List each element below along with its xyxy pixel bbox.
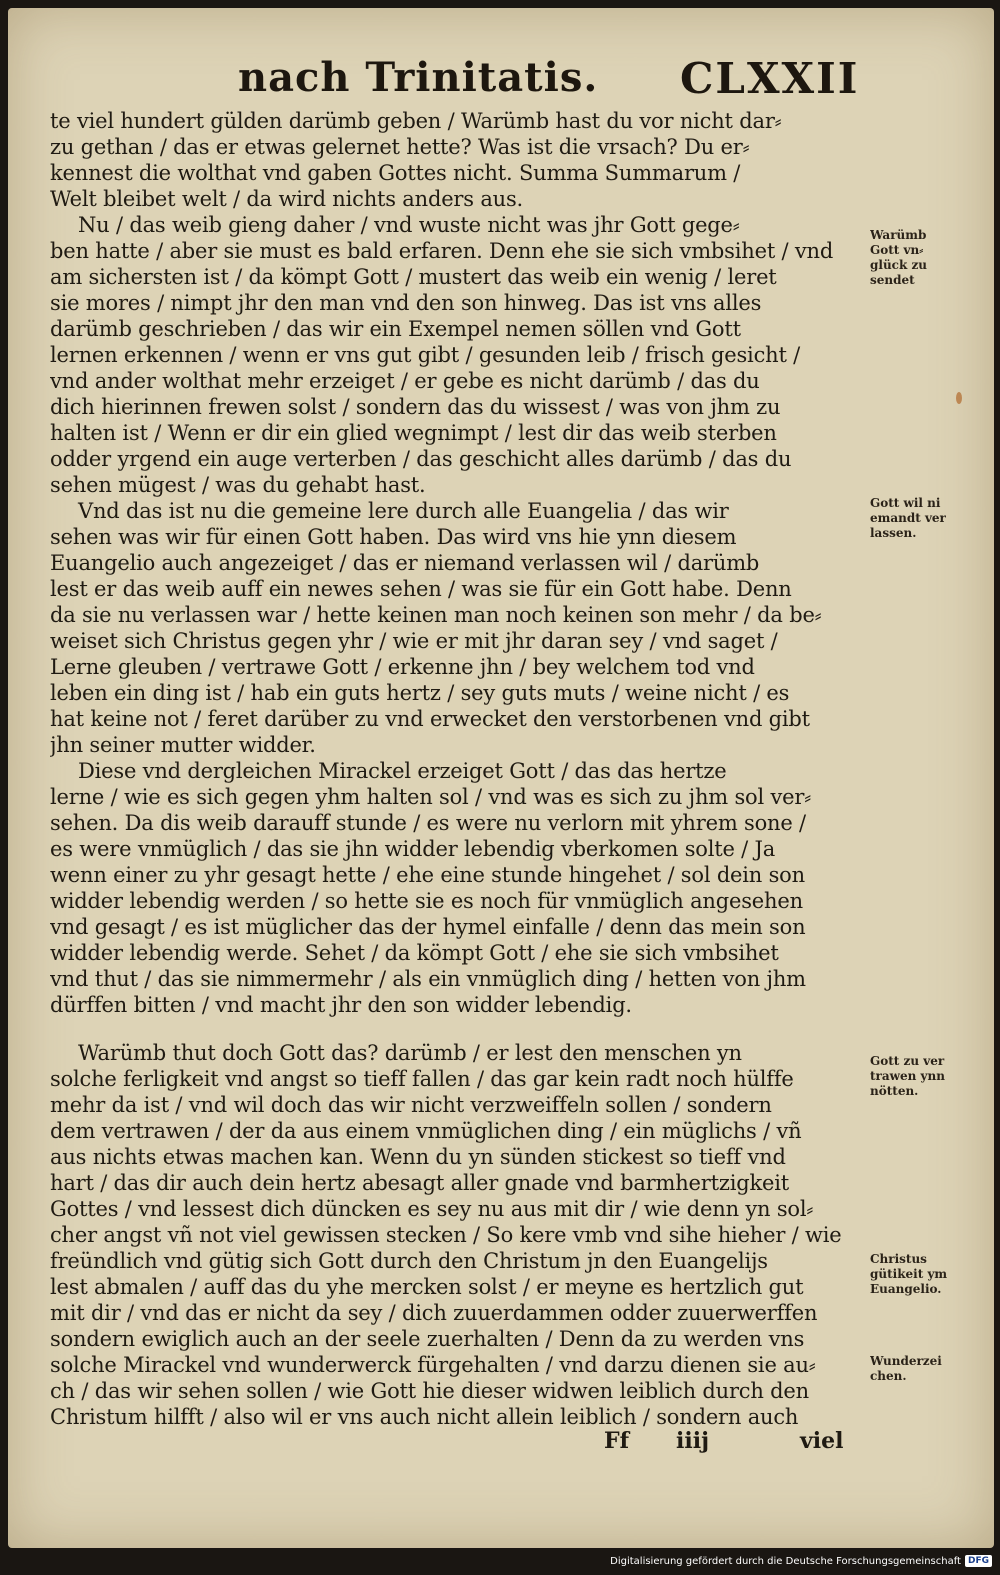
margin-note-line: Wunderzei <box>870 1354 942 1368</box>
margin-note-line: Euangelio. <box>870 1282 942 1296</box>
margin-note <box>870 1252 980 1297</box>
text-line: vnd ander wolthat mehr erzeiget / er gebe es nicht darümb / das du <box>50 369 760 393</box>
text-line: te viel hundert gülden darümb geben / Warümb hast du vor nicht dar⸗ <box>50 109 782 133</box>
main-text-block <box>50 108 866 1430</box>
text-line: leben ein ding ist / hab ein guts hertz / sey guts muts / weine nicht / es <box>50 681 790 705</box>
text-line: Gottes / vnd lessest dich düncken es sey nu aus mit dir / wie denn yn sol⸗ <box>50 1197 814 1221</box>
text-line: es were vnmüglich / das sie jhn widder lebendig vberkomen solte / Ja <box>50 837 776 861</box>
text-line: Warümb thut doch Gott das? darümb / er lest den menschen yn <box>78 1041 742 1065</box>
text-line: kennest die wolthat vnd gaben Gottes nicht. Summa Summarum / <box>50 161 741 185</box>
text-line: sie mores / nimpt jhr den man vnd den son hinweg. Das ist vns alles <box>50 291 762 315</box>
text-line: Nu / das weib gieng daher / vnd wuste nicht was jhr Gott gege⸗ <box>78 213 740 237</box>
text-line: Lerne gleuben / vertrawe Gott / erkenne jhn / bey welchem tod vnd <box>50 655 755 679</box>
text-line: Welt bleibet welt / da wird nichts anders aus. <box>50 187 524 211</box>
margin-note <box>870 1354 980 1384</box>
text-line: sehen. Da dis weib darauff stunde / es were nu verlorn mit yhrem sone / <box>50 811 806 835</box>
text-line: wenn einer zu yhr gesagt hette / ehe eine stunde hingehet / sol dein son <box>50 863 805 887</box>
text-line: dem vertrawen / der da aus einem vnmüglichen ding / ein müglichs / vñ <box>50 1119 802 1143</box>
margin-note-line: chen. <box>870 1369 907 1383</box>
margin-note-line: Christus <box>870 1252 927 1266</box>
text-line: lerne / wie es sich gegen yhm halten sol / vnd was es sich zu jhm sol ver⸗ <box>50 785 812 809</box>
margin-note-line: lassen. <box>870 526 917 540</box>
text-line: Christum hilfft / also wil er vns auch nicht allein leiblich / sondern auch <box>50 1405 799 1429</box>
text-line: hart / das dir auch dein hertz abesagt aller gnade vnd barmhertzigkeit <box>50 1171 789 1195</box>
margin-note-line: Gott zu ver <box>870 1054 945 1068</box>
margin-note-line: glück zu <box>870 258 928 272</box>
book-page <box>8 8 994 1548</box>
margin-note-line: Gott wil ni <box>870 496 941 510</box>
margin-note-line: sendet <box>870 273 915 287</box>
page-header <box>8 54 994 104</box>
text-line: Euangelio auch angezeiget / das er niemand verlassen wil / darümb <box>50 551 760 575</box>
margin-note <box>870 496 980 541</box>
text-line: mit dir / vnd das er nicht da sey / dich zuuerdammen odder zuuerwerffen <box>50 1301 818 1325</box>
running-title: nach Trinitatis. <box>238 54 599 101</box>
margin-note-line: emandt ver <box>870 511 946 525</box>
text-line: da sie nu verlassen war / hette keinen man noch keinen son mehr / da be⸗ <box>50 603 822 627</box>
text-line: solche ferligkeit vnd angst so tieff fallen / das gar kein radt noch hülffe <box>50 1067 794 1091</box>
text-line: dich hierinnen frewen solst / sondern das du wissest / was von jhm zu <box>50 395 781 419</box>
text-line: sondern ewiglich auch an der seele zuerhalten / Denn da zu werden vns <box>50 1327 805 1351</box>
text-line: lest abmalen / auff das du yhe mercken solst / er meyne es hertzlich gut <box>50 1275 804 1299</box>
folio-number: CLXXII <box>680 54 860 103</box>
text-line: odder yrgend ein auge verterben / das geschicht alles darümb / das du <box>50 447 792 471</box>
margin-note <box>870 1054 980 1099</box>
text-line: mehr da ist / vnd wil doch das wir nicht verzweiffeln sollen / sondern <box>50 1093 772 1117</box>
text-line: aus nichts etwas machen kan. Wenn du yn sünden stickest so tieff vnd <box>50 1145 786 1169</box>
dfg-logo-icon: DFG <box>965 1555 992 1567</box>
text-line: cher angst vñ not viel gewissen stecken / So kere vmb vnd sihe hieher / wie <box>50 1223 842 1247</box>
text-line: dürffen bitten / vnd macht jhr den son widder lebendig. <box>50 993 632 1017</box>
text-line: freündlich vnd gütig sich Gott durch den Christum jn den Euangelijs <box>50 1249 768 1273</box>
text-line: Vnd das ist nu die gemeine lere durch alle Euangelia / das wir <box>78 499 729 523</box>
signature-number: iiij <box>676 1428 710 1454</box>
ink-stain <box>956 392 962 404</box>
margin-note-line: Warümb <box>870 228 927 242</box>
text-line: halten ist / Wenn er dir ein glied wegnimpt / lest dir das weib sterben <box>50 421 777 445</box>
margin-note-line: gütikeit ym <box>870 1267 948 1281</box>
text-line: sehen mügest / was du gehabt hast. <box>50 473 426 497</box>
funding-text: Digitalisierung gefördert durch die Deutsche Forschungsgemeinschaft <box>610 1555 961 1567</box>
text-line: widder lebendig werde. Sehet / da kömpt Gott / ehe sie sich vmbsihet <box>50 941 779 965</box>
text-line: ben hatte / aber sie must es bald erfaren. Denn ehe sie sich vmbsihet / vnd <box>50 239 834 263</box>
margin-note-line: Gott vn⸗ <box>870 243 924 257</box>
text-line: weiset sich Christus gegen yhr / wie er mit jhr daran sey / vnd saget / <box>50 629 778 653</box>
text-line: am sichersten ist / da kömpt Gott / mustert das weib ein wenig / leret <box>50 265 777 289</box>
text-line: Diese vnd dergleichen Mirackel erzeiget Gott / das das hertze <box>78 759 727 783</box>
text-line: vnd gesagt / es ist müglicher das der hymel einfalle / denn das mein son <box>50 915 806 939</box>
margin-note-line: nötten. <box>870 1084 919 1098</box>
text-line: sehen was wir für einen Gott haben. Das wird vns hie ynn diesem <box>50 525 737 549</box>
text-line: vnd thut / das sie nimmermehr / als ein vnmüglich ding / hetten von jhm <box>50 967 806 991</box>
funding-credit <box>610 1553 992 1569</box>
margin-note-line: trawen ynn <box>870 1069 945 1083</box>
text-line: lest er das weib auff ein newes sehen / was sie für ein Gott habe. Denn <box>50 577 792 601</box>
text-line: ch / das wir sehen sollen / wie Gott hie dieser widwen leiblich durch den <box>50 1379 809 1403</box>
margin-note <box>870 228 980 288</box>
text-line: zu gethan / das er etwas gelernet hette? Was ist die vrsach? Du er⸗ <box>50 135 750 159</box>
text-line: jhn seiner mutter widder. <box>50 733 316 757</box>
text-line: widder lebendig werden / so hette sie es noch für vnmüglich angesehen <box>50 889 803 913</box>
text-line: hat keine not / feret darüber zu vnd erwecket den verstorbenen vnd gibt <box>50 707 810 731</box>
text-line: lernen erkennen / wenn er vns gut gibt / gesunden leib / frisch gesicht / <box>50 343 801 367</box>
catchword: viel <box>800 1428 844 1454</box>
text-line: solche Mirackel vnd wunderwerck fürgehalten / vnd darzu dienen sie au⸗ <box>50 1353 816 1377</box>
paragraph-gap <box>50 1018 866 1040</box>
signature-mark: Ff <box>604 1428 630 1454</box>
text-line: darümb geschrieben / das wir ein Exempel nemen söllen vnd Gott <box>50 317 741 341</box>
